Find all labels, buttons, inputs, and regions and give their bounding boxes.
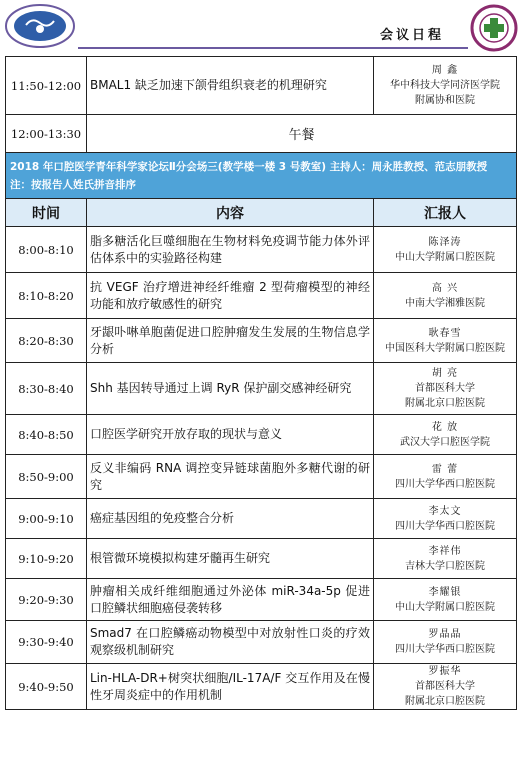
column-header-reporter: 汇报人 (374, 199, 517, 227)
schedule-table (5, 56, 517, 710)
time-cell: 8:20-8:30 (6, 319, 87, 363)
reporter-affiliation: 华中科技大学同济医学院 (390, 80, 500, 91)
session-title: 2018 年口腔医学青年科学家论坛Ⅱ分会场三(教学楼一楼 3 号教室) 主持人：周永胜教授、范志朋教授 (10, 160, 488, 173)
content-cell: Lin-HLA-DR+树突状细胞/IL-17A/F 交互作用及在慢性牙周炎症中的作用机制 (87, 664, 374, 710)
reporter-cell (374, 273, 517, 319)
reporter-name: 耿春雪 (428, 327, 462, 339)
column-header-content: 内容 (87, 199, 374, 227)
reporter-affiliation: 武汉大学口腔医学院 (400, 436, 490, 448)
reporter-affiliation: 中山大学附属口腔医院 (395, 601, 495, 613)
session-banner (6, 153, 517, 199)
header-divider (78, 47, 468, 49)
hospital-seal-icon (470, 4, 518, 52)
table-row (6, 363, 517, 415)
reporter-affiliation: 附属北京口腔医院 (405, 696, 485, 707)
content-cell: Shh 基因转导通过上调 RyR 保护副交感神经研究 (87, 363, 374, 415)
time-cell: 11:50-12:00 (6, 57, 87, 115)
reporter-cell (374, 363, 517, 415)
time-cell: 8:00-8:10 (6, 227, 87, 273)
time-cell: 9:20-9:30 (6, 579, 87, 621)
time-cell: 8:10-8:20 (6, 273, 87, 319)
reporter-affiliation: 吉林大学口腔医院 (405, 560, 485, 572)
reporter-name: 胡 亮 (431, 368, 459, 379)
reporter-affiliation: 首都医科大学 (415, 383, 475, 394)
lunch-label: 午餐 (87, 115, 517, 153)
reporter-cell (374, 621, 517, 664)
reporter-affiliation: 首都医科大学 (415, 681, 475, 692)
reporter-name: 罗振华 (428, 666, 462, 677)
reporter-name: 李太文 (428, 505, 462, 517)
time-cell: 8:40-8:50 (6, 415, 87, 455)
reporter-cell (374, 579, 517, 621)
content-cell: 肿瘤相关成纤维细胞通过外泌体 miR-34a-5p 促进口腔鳞状细胞癌侵袭转移 (87, 579, 374, 621)
table-row (6, 415, 517, 455)
lunch-row (6, 115, 517, 153)
column-header-time: 时间 (6, 199, 87, 227)
reporter-cell (374, 455, 517, 499)
table-row (6, 621, 517, 664)
page-header (0, 0, 522, 56)
reporter-name: 罗晶晶 (428, 629, 462, 640)
reporter-name: 周 鑫 (431, 65, 459, 76)
table-row (6, 499, 517, 539)
content-cell: 反义非编码 RNA 调控变异链球菌胞外多糖代谢的研究 (87, 455, 374, 499)
time-cell: 9:30-9:40 (6, 621, 87, 664)
table-row (6, 57, 517, 115)
reporter-cell (374, 227, 517, 273)
session-row (6, 153, 517, 199)
reporter-name: 雷 蕾 (431, 463, 459, 475)
society-logo-icon (4, 3, 76, 49)
time-cell: 8:50-9:00 (6, 455, 87, 499)
reporter-name: 李耀银 (428, 586, 462, 598)
table-row (6, 539, 517, 579)
content-cell: BMAL1 缺乏加速下颌骨组织衰老的机理研究 (87, 57, 374, 115)
page-title: 会议日程 (380, 28, 445, 43)
reporter-cell (374, 499, 517, 539)
reporter-name: 高 兴 (431, 282, 459, 294)
content-cell: 牙龈卟啉单胞菌促进口腔肿瘤发生发展的生物信息学分析 (87, 319, 374, 363)
reporter-cell (374, 57, 517, 115)
reporter-affiliation: 四川大学华西口腔医院 (395, 644, 495, 655)
reporter-affiliation: 附属北京口腔医院 (405, 398, 485, 409)
reporter-affiliation: 四川大学华西口腔医院 (395, 478, 495, 490)
table-row (6, 227, 517, 273)
time-cell: 9:10-9:20 (6, 539, 87, 579)
time-cell: 9:40-9:50 (6, 664, 87, 710)
content-cell: 口腔医学研究开放存取的现状与意义 (87, 415, 374, 455)
reporter-cell (374, 664, 517, 710)
reporter-affiliation: 附属协和医院 (415, 95, 475, 106)
content-cell: 癌症基因组的免疫整合分析 (87, 499, 374, 539)
reporter-affiliation: 四川大学华西口腔医院 (395, 520, 495, 532)
session-note: 注：按报告人姓氏拼音排序 (10, 178, 136, 191)
time-cell: 9:00-9:10 (6, 499, 87, 539)
reporter-name: 花 放 (431, 421, 459, 433)
content-cell: 脂多糖活化巨噬细胞在生物材料免疫调节能力体外评估体系中的实验路径构建 (87, 227, 374, 273)
reporter-affiliation: 中南大学湘雅医院 (405, 297, 485, 309)
reporter-name: 李祥伟 (428, 545, 462, 557)
table-row (6, 579, 517, 621)
table-row (6, 664, 517, 710)
reporter-name: 陈泽涛 (428, 236, 462, 248)
content-cell: Smad7 在口腔鳞癌动物模型中对放射性口炎的疗效观察级机制研究 (87, 621, 374, 664)
reporter-cell (374, 539, 517, 579)
content-cell: 根管微环境模拟构建牙髓再生研究 (87, 539, 374, 579)
table-row (6, 319, 517, 363)
reporter-affiliation: 中山大学附属口腔医院 (395, 251, 495, 263)
table-row (6, 455, 517, 499)
time-cell: 8:30-8:40 (6, 363, 87, 415)
time-cell: 12:00-13:30 (6, 115, 87, 153)
table-row (6, 273, 517, 319)
reporter-affiliation: 中国医科大学附属口腔医院 (385, 342, 505, 354)
column-header-row (6, 199, 517, 227)
reporter-cell (374, 319, 517, 363)
reporter-cell (374, 415, 517, 455)
content-cell: 抗 VEGF 治疗增进神经纤维瘤 2 型荷瘤模型的神经功能和放疗敏感性的研究 (87, 273, 374, 319)
